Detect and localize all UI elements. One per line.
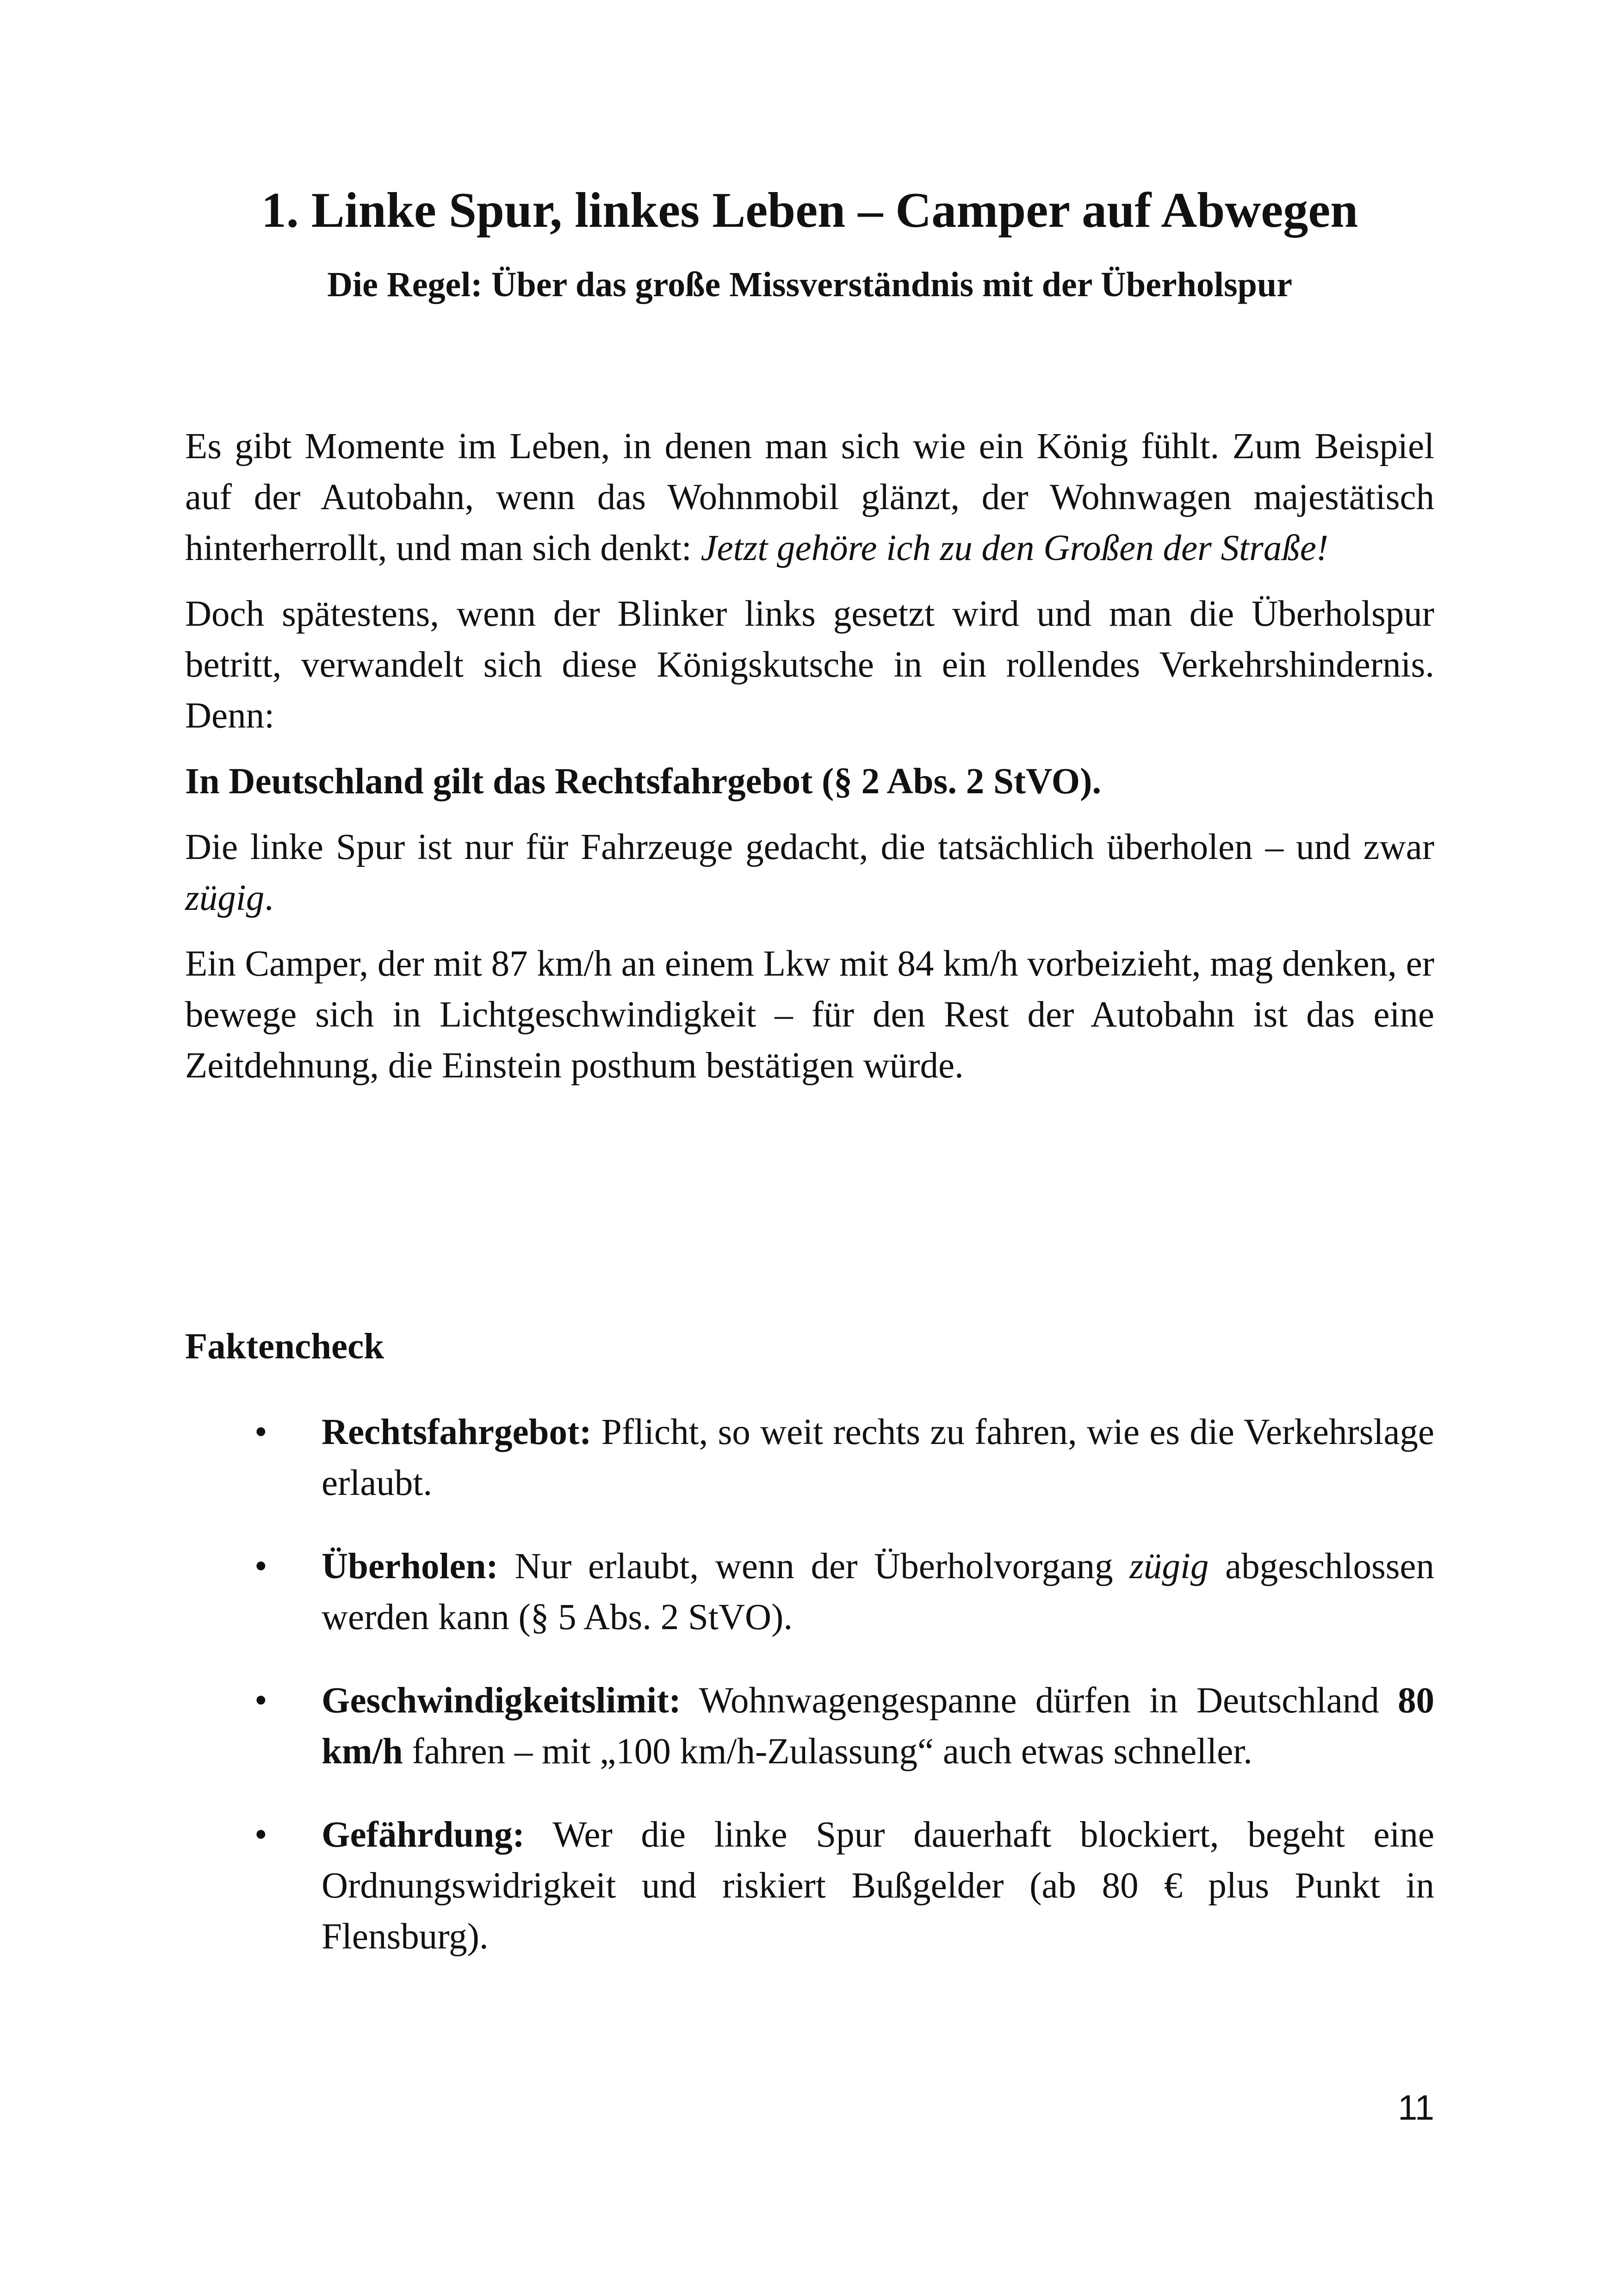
bullet-icon: • [254, 1412, 267, 1452]
faktencheck-heading: Faktencheck [185, 1326, 384, 1367]
paragraph-rule: In Deutschland gilt das Rechtsfahrgebot (§ 2 Abs. 2 StVO). [185, 761, 1102, 802]
faktencheck-list [185, 1407, 1434, 1995]
paragraph-intro [185, 421, 1434, 574]
fact-text-end: fahren – mit „100 km/h-Zulassung“ auch etwas schneller. [403, 1731, 1252, 1772]
fact-term: Gefährdung: [322, 1815, 525, 1855]
paragraph-left-lane-emphasis: zügig [185, 878, 265, 918]
bullet-icon: • [254, 1546, 267, 1587]
fact-speed-limit: 80 km/h [322, 1680, 1434, 1772]
paragraph-intro-quote: Jetzt gehöre ich zu den Großen der Straße! [701, 528, 1329, 568]
paragraph-overtaking-lane: Doch spätestens, wenn der Blinker links gesetzt wird und man die Überholspur betritt, verwandelt sich diese Königskutsche in ein rollendes Verkehrshindernis. Denn: [185, 594, 1434, 736]
fact-text: Wer die linke Spur dauerhaft blockiert, begeht eine Ordnungswidrigkeit und riskiert Bußgelder (ab 80 € plus Punkt in Flensburg). [322, 1815, 1434, 1957]
paragraph-camper-example: Ein Camper, der mit 87 km/h an einem Lkw mit 84 km/h vorbeizieht, mag denken, er bewege sich in Lichtgeschwindigkeit – für den Rest der Autobahn ist das eine Zeitdehnung, die Einstein posthum bestätigen würde. [185, 944, 1434, 1086]
list-item [185, 1407, 1434, 1509]
bullet-icon: • [254, 1680, 267, 1721]
chapter-title: 1. Linke Spur, linkes Leben – Camper auf Abwegen [261, 183, 1358, 238]
fact-text: Nur erlaubt, wenn der Überholvorgang [498, 1546, 1130, 1587]
chapter-subtitle: Die Regel: Über das große Missverständnis mit der Überholspur [327, 265, 1292, 304]
fact-emphasis: zügig [1129, 1546, 1209, 1587]
fact-term: Geschwindigkeitslimit: [322, 1680, 681, 1721]
paragraph-intro-text: Es gibt Momente im Leben, in denen man sich wie ein König fühlt. Zum Beispiel auf der Autobahn, wenn das Wohnmobil glänzt, der Wohnwagen majestätisch hinterherrollt, und man sich denkt: [185, 426, 1434, 568]
paragraph-left-lane-end: . [264, 878, 273, 918]
fact-term: Rechtsfahrgebot: [322, 1412, 592, 1452]
fact-text: Wohnwagengespanne dürfen in Deutschland [681, 1680, 1398, 1721]
list-item [185, 1810, 1434, 1962]
fact-text: Pflicht, so weit rechts zu fahren, wie es die Verkehrslage erlaubt. [322, 1412, 1434, 1503]
list-item [185, 1541, 1434, 1643]
bullet-icon: • [254, 1815, 267, 1855]
body-text [185, 421, 1434, 1106]
paragraph-left-lane [185, 822, 1434, 924]
list-item [185, 1675, 1434, 1777]
page-number: 11 [1398, 2088, 1434, 2128]
fact-text-end: abgeschlossen werden kann (§ 5 Abs. 2 StVO). [322, 1546, 1434, 1637]
fact-term: Überholen: [322, 1546, 498, 1587]
paragraph-left-lane-text: Die linke Spur ist nur für Fahrzeuge gedacht, die tatsächlich überholen – und zwar [185, 827, 1434, 867]
